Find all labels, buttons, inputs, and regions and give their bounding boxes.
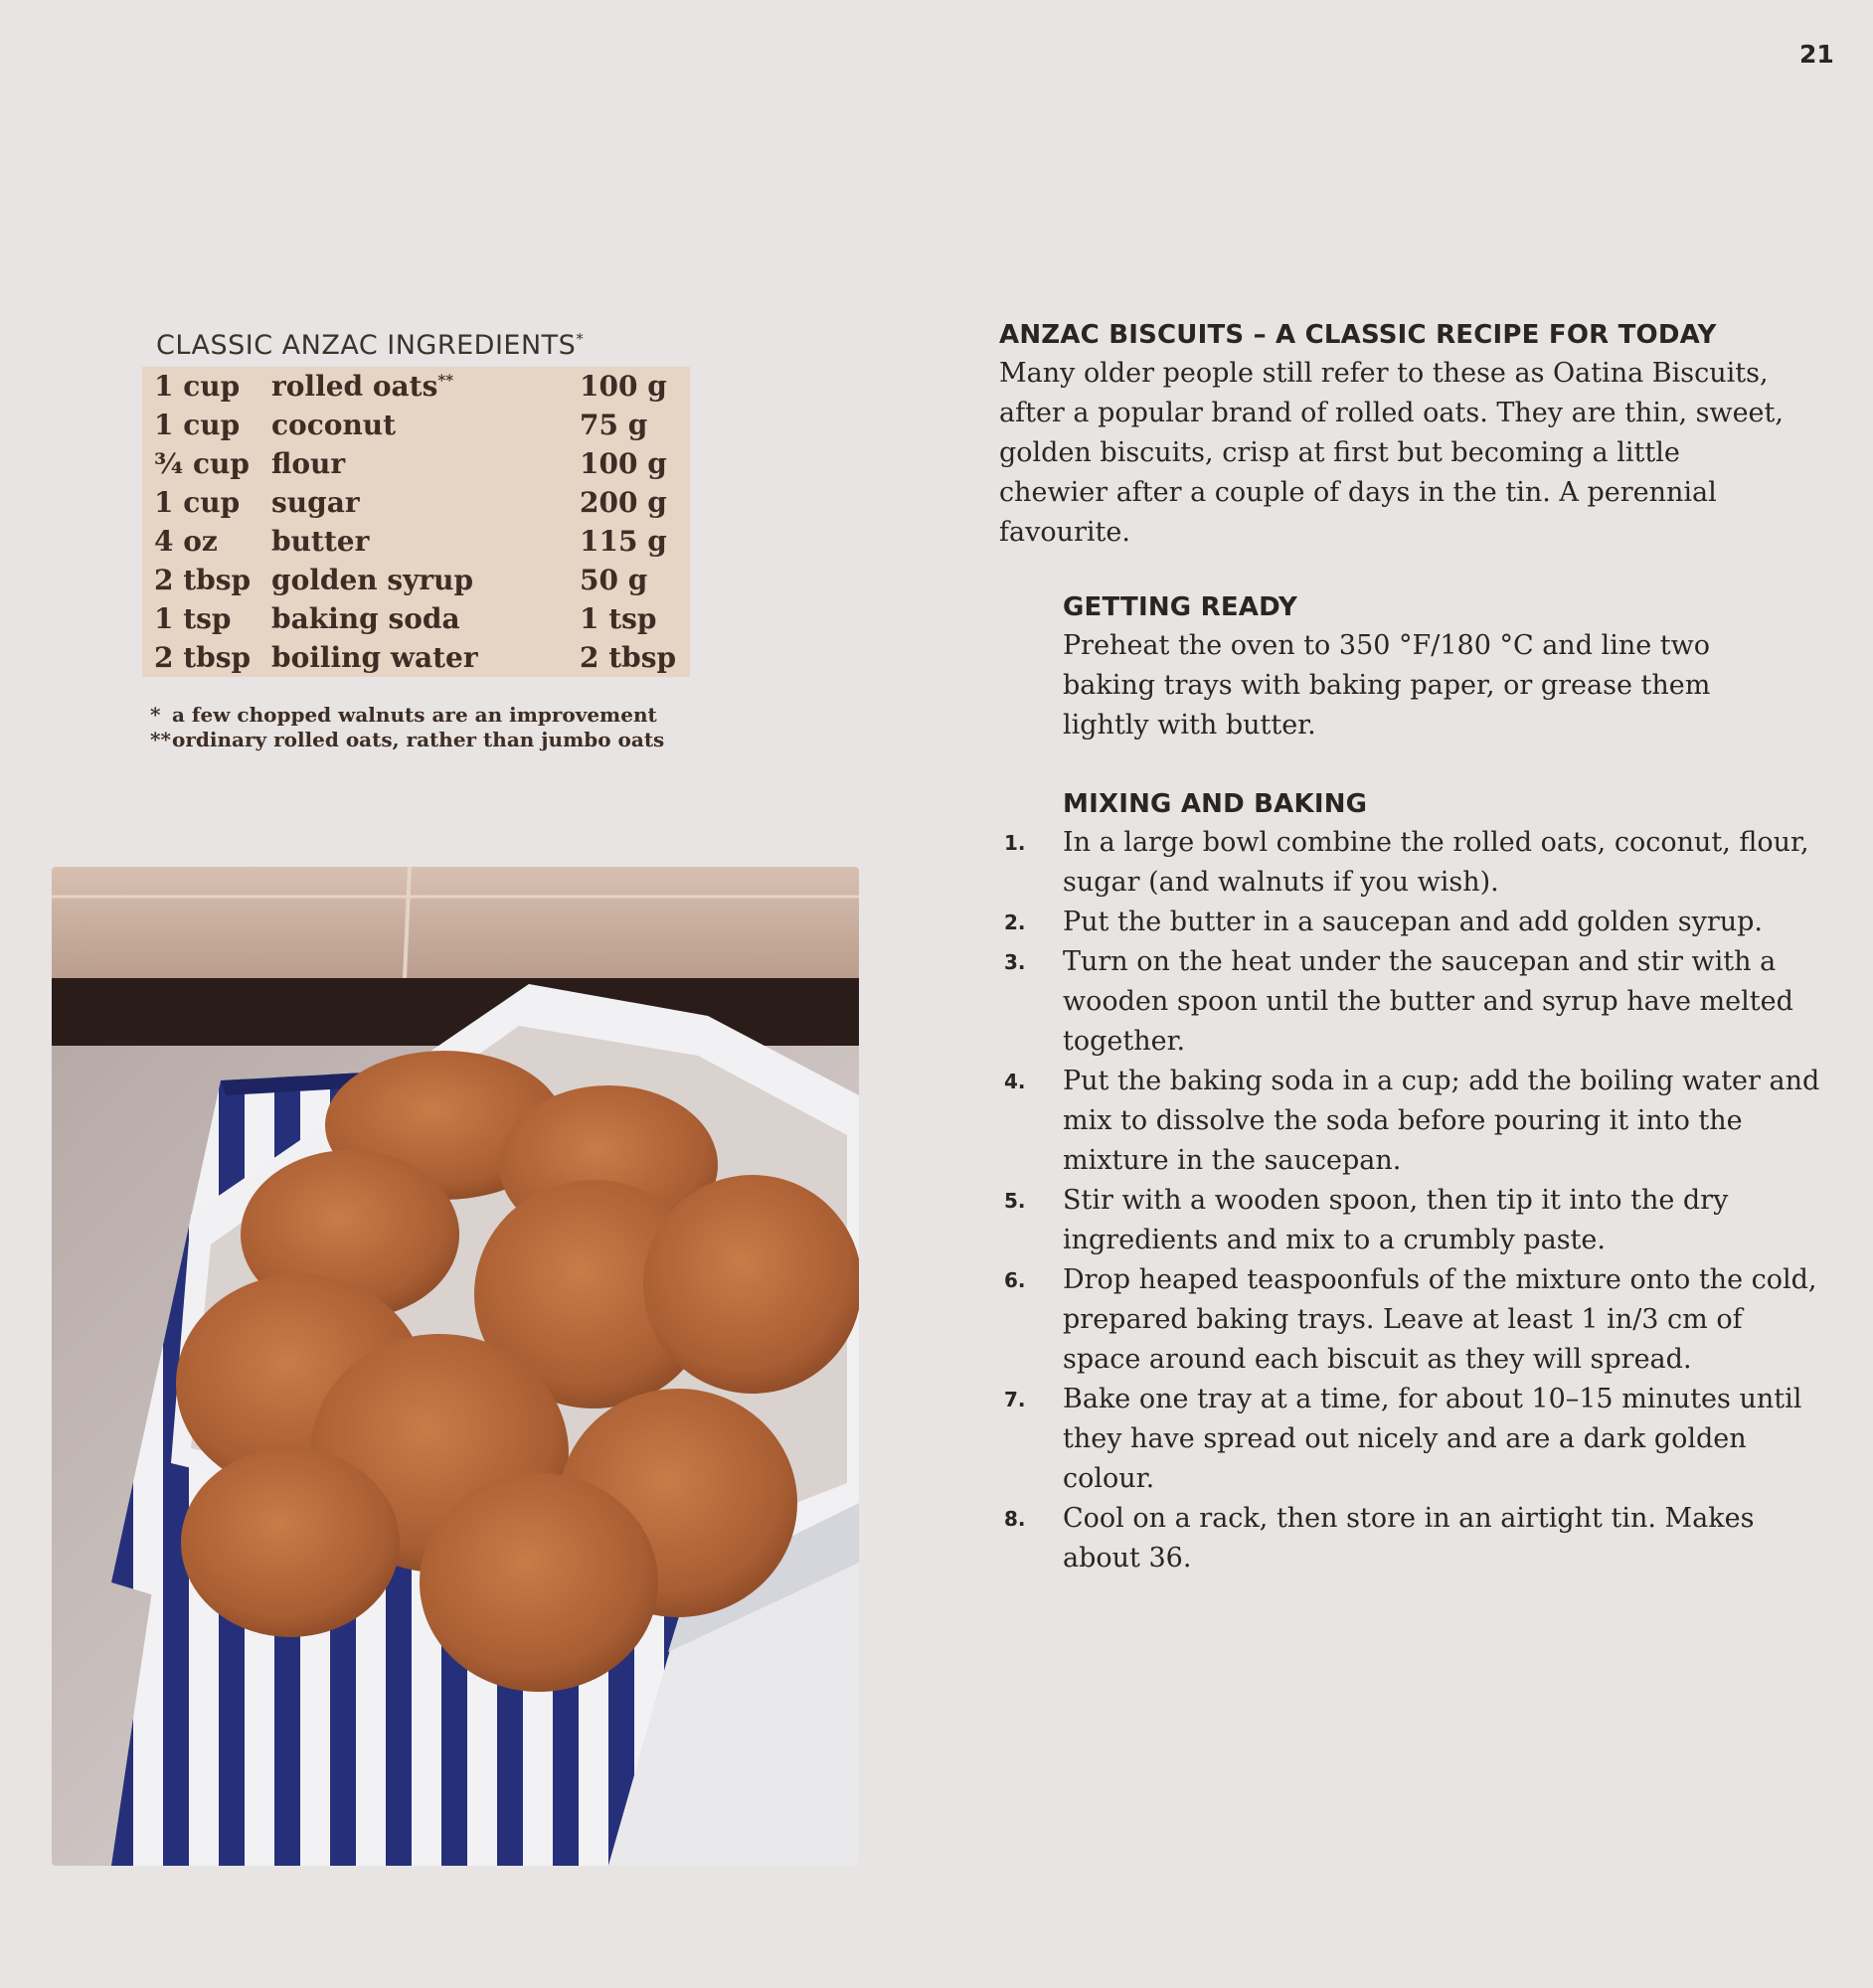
footnote-text: ordinary rolled oats, rather than jumbo oats: [172, 728, 665, 751]
recipe-intro: [999, 320, 1814, 553]
ingredient-mark: **: [437, 371, 454, 390]
ingredient-name: butter: [271, 525, 370, 558]
ingredient-row: [142, 638, 690, 677]
step-text: Cool on a rack, then store in an airtight tin. Makes about 36.: [1063, 1503, 1755, 1574]
ingredient-metric: 1 tsp: [580, 602, 657, 635]
ingredients-footnotes: [142, 703, 699, 752]
step-number: 4.: [1004, 1070, 1026, 1093]
step-text: In a large bowl combine the rolled oats, coconut, flour, sugar (and walnuts if you wish).: [1063, 827, 1809, 898]
ingredient-metric: 100 g: [580, 447, 667, 480]
ingredient-row: [142, 561, 690, 599]
ingredient-metric: 75 g: [580, 409, 648, 441]
ingredient-qty: ¾ cup: [154, 447, 250, 480]
getting-ready-heading: GETTING READY: [1063, 592, 1298, 622]
ingredient-name-cell: [261, 367, 570, 406]
method-step: [1004, 903, 1829, 942]
recipe-title: ANZAC BISCUITS – A CLASSIC RECIPE FOR TODAY: [999, 320, 1717, 350]
method-step: [1004, 1062, 1829, 1181]
footnote: [142, 728, 699, 752]
ingredient-metric: 200 g: [580, 486, 667, 519]
ingredient-name-cell: [261, 522, 570, 561]
footnote-mark: *: [150, 703, 161, 727]
ingredient-name: boiling water: [271, 641, 478, 674]
method-step: [1004, 942, 1829, 1062]
ingredients-heading-mark: *: [576, 330, 585, 348]
ingredient-name-cell: [261, 444, 570, 483]
ingredient-name: sugar: [271, 486, 360, 519]
method-step: [1004, 1380, 1829, 1499]
mixing-section: [1004, 789, 1829, 1578]
ingredients-panel: [142, 330, 699, 752]
ingredient-qty: 1 tsp: [154, 602, 232, 635]
ingredient-name-cell: [261, 599, 570, 638]
steps-list: [1004, 823, 1829, 1578]
ingredient-row: [142, 522, 690, 561]
ingredient-qty: 1 cup: [154, 409, 241, 441]
ingredient-row: [142, 444, 690, 483]
step-number: 3.: [1004, 950, 1026, 974]
ingredient-qty: 1 cup: [154, 370, 241, 403]
getting-ready-text: Preheat the oven to 350 °F/180 °C and line two baking trays with baking paper, or grease them lightly with butter.: [1063, 630, 1711, 741]
footnote-text: a few chopped walnuts are an improvement: [172, 703, 657, 727]
step-number: 8.: [1004, 1507, 1026, 1531]
ingredients-heading-text: CLASSIC ANZAC INGREDIENTS: [156, 330, 577, 361]
step-number: 7.: [1004, 1388, 1026, 1411]
ingredient-metric: 2 tbsp: [580, 641, 677, 674]
step-text: Stir with a wooden spoon, then tip it into the dry ingredients and mix to a crumbly paste.: [1063, 1185, 1729, 1255]
ingredient-name: golden syrup: [271, 564, 474, 596]
method-step: [1004, 1260, 1829, 1380]
ingredient-qty: 4 oz: [154, 525, 218, 558]
method-step: [1004, 1181, 1829, 1260]
page-number: 21: [1799, 40, 1834, 69]
step-text: Put the baking soda in a cup; add the boiling water and mix to dissolve the soda before pouring it into the mixture in the saucepan.: [1063, 1066, 1820, 1176]
ingredient-row: [142, 367, 690, 406]
ingredient-row: [142, 599, 690, 638]
ingredients-table: [142, 367, 690, 677]
ingredient-name: baking soda: [271, 602, 460, 635]
step-number: 5.: [1004, 1189, 1026, 1213]
intro-paragraph: Many older people still refer to these as Oatina Biscuits, after a popular brand of rolled oats. They are thin, sweet, golden biscuits, crisp at first but becoming a little chewier after a couple of days in the tin. A perennial favourite.: [999, 358, 1784, 548]
biscuit-tin-photo: [52, 867, 859, 1866]
ingredient-name-cell: [261, 406, 570, 444]
ingredient-qty: 1 cup: [154, 486, 241, 519]
step-text: Put the butter in a saucepan and add golden syrup.: [1063, 907, 1763, 937]
ingredient-qty: 2 tbsp: [154, 641, 252, 674]
ingredient-qty: 2 tbsp: [154, 564, 252, 596]
getting-ready-section: [1063, 592, 1798, 746]
ingredient-name-cell: [261, 483, 570, 522]
ingredient-row: [142, 406, 690, 444]
ingredient-row: [142, 483, 690, 522]
footnote: [142, 703, 699, 728]
ingredient-name: flour: [271, 447, 346, 480]
footnote-mark: **: [150, 728, 171, 751]
step-text: Turn on the heat under the saucepan and stir with a wooden spoon until the butter and syrup have melted together.: [1063, 946, 1793, 1057]
ingredient-metric: 50 g: [580, 564, 648, 596]
ingredient-name-cell: [261, 638, 570, 677]
method-step: [1004, 1499, 1829, 1578]
step-text: Drop heaped teaspoonfuls of the mixture onto the cold, prepared baking trays. Leave at least 1 in/3 cm of space around each biscuit as they will spread.: [1063, 1264, 1817, 1375]
ingredient-name: rolled oats: [271, 370, 438, 403]
method-step: [1004, 823, 1829, 903]
ingredients-heading: [156, 330, 699, 361]
step-text: Bake one tray at a time, for about 10–15 minutes until they have spread out nicely and are a dark golden colour.: [1063, 1384, 1802, 1494]
ingredient-metric: 100 g: [580, 370, 667, 403]
ingredient-name: coconut: [271, 409, 397, 441]
step-number: 2.: [1004, 911, 1026, 934]
step-number: 1.: [1004, 831, 1026, 855]
ingredient-name-cell: [261, 561, 570, 599]
step-number: 6.: [1004, 1268, 1026, 1292]
ingredient-metric: 115 g: [580, 525, 667, 558]
mixing-heading: MIXING AND BAKING: [1063, 789, 1368, 819]
